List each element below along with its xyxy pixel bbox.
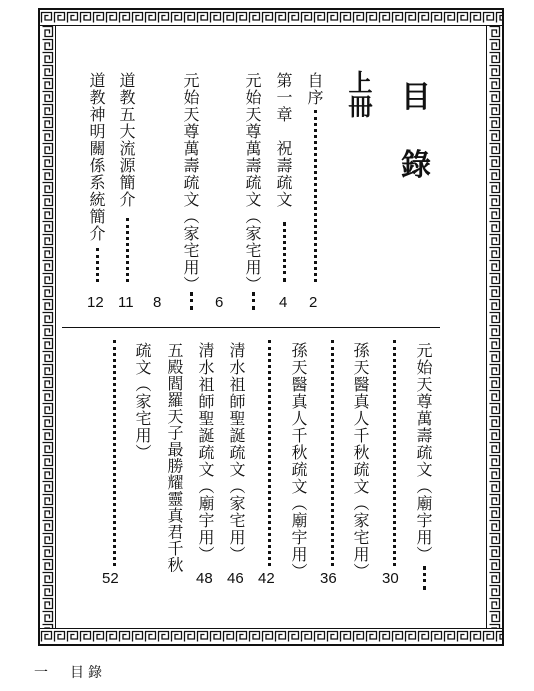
toc-page-number: 42 <box>258 570 275 587</box>
toc-page-number: 2 <box>309 294 318 311</box>
leader-dots <box>331 340 334 566</box>
leader-dots <box>283 222 286 282</box>
leader-dots <box>96 248 99 282</box>
toc-entry-text: 道教神明關係系統簡介 <box>87 72 106 242</box>
leader-dots <box>423 566 426 590</box>
meander-border-top <box>40 10 502 26</box>
toc-entry-text: 孫天醫真人千秋疏文（廟宇用） <box>289 342 308 580</box>
toc-page-number: 30 <box>382 570 399 587</box>
page-footer: 一 目錄 <box>34 665 106 681</box>
meander-border-right <box>486 25 502 629</box>
toc-page-number: 12 <box>87 294 104 311</box>
toc-entry-text: 元始天尊萬壽疏文（廟宇用） <box>414 342 433 563</box>
leader-dots <box>268 340 271 566</box>
toc-entry-text: 元始天尊萬壽疏文（家宅用） <box>243 72 262 293</box>
leader-dots <box>252 292 255 310</box>
leader-dots <box>393 340 396 566</box>
toc-entry-text: 自序 <box>305 72 324 106</box>
toc-entry-text: 孫天醫真人千秋疏文（家宅用） <box>351 342 370 580</box>
toc-entry-text: 第一章 祝壽疏文 <box>274 72 293 208</box>
section-divider <box>62 327 440 328</box>
toc-page-number: 6 <box>215 294 224 311</box>
toc-entry-text: 清水祖師聖誕疏文（家宅用） <box>227 342 246 563</box>
toc-entry-text: 清水祖師聖誕疏文（廟宇用） <box>196 342 215 563</box>
title-char-mu: 目 <box>401 80 431 115</box>
meander-border-bottom <box>40 628 502 644</box>
leader-dots <box>113 340 116 566</box>
leader-dots <box>190 292 193 310</box>
leader-dots <box>314 110 317 282</box>
toc-entry-text: 五殿閻羅天子最勝耀靈真君千秋 <box>165 342 184 573</box>
title-char-lu: 錄 <box>401 148 431 183</box>
volume-label: 上冊 <box>344 70 373 118</box>
toc-page-number: 11 <box>118 294 134 311</box>
leader-dots <box>126 218 129 282</box>
toc-page-number: 48 <box>196 570 213 587</box>
meander-border-left <box>40 25 56 629</box>
toc-page-number: 4 <box>279 294 288 311</box>
toc-entry-text: 疏文（家宅用） <box>133 342 152 461</box>
toc-entry-text: 元始天尊萬壽疏文（家宅用） <box>181 72 200 293</box>
toc-page-number: 46 <box>227 570 244 587</box>
toc-entry-text: 道教五大流源簡介 <box>117 72 136 208</box>
toc-page-number: 52 <box>102 570 119 587</box>
toc-page-number: 8 <box>153 294 162 311</box>
toc-page-number: 36 <box>320 570 337 587</box>
